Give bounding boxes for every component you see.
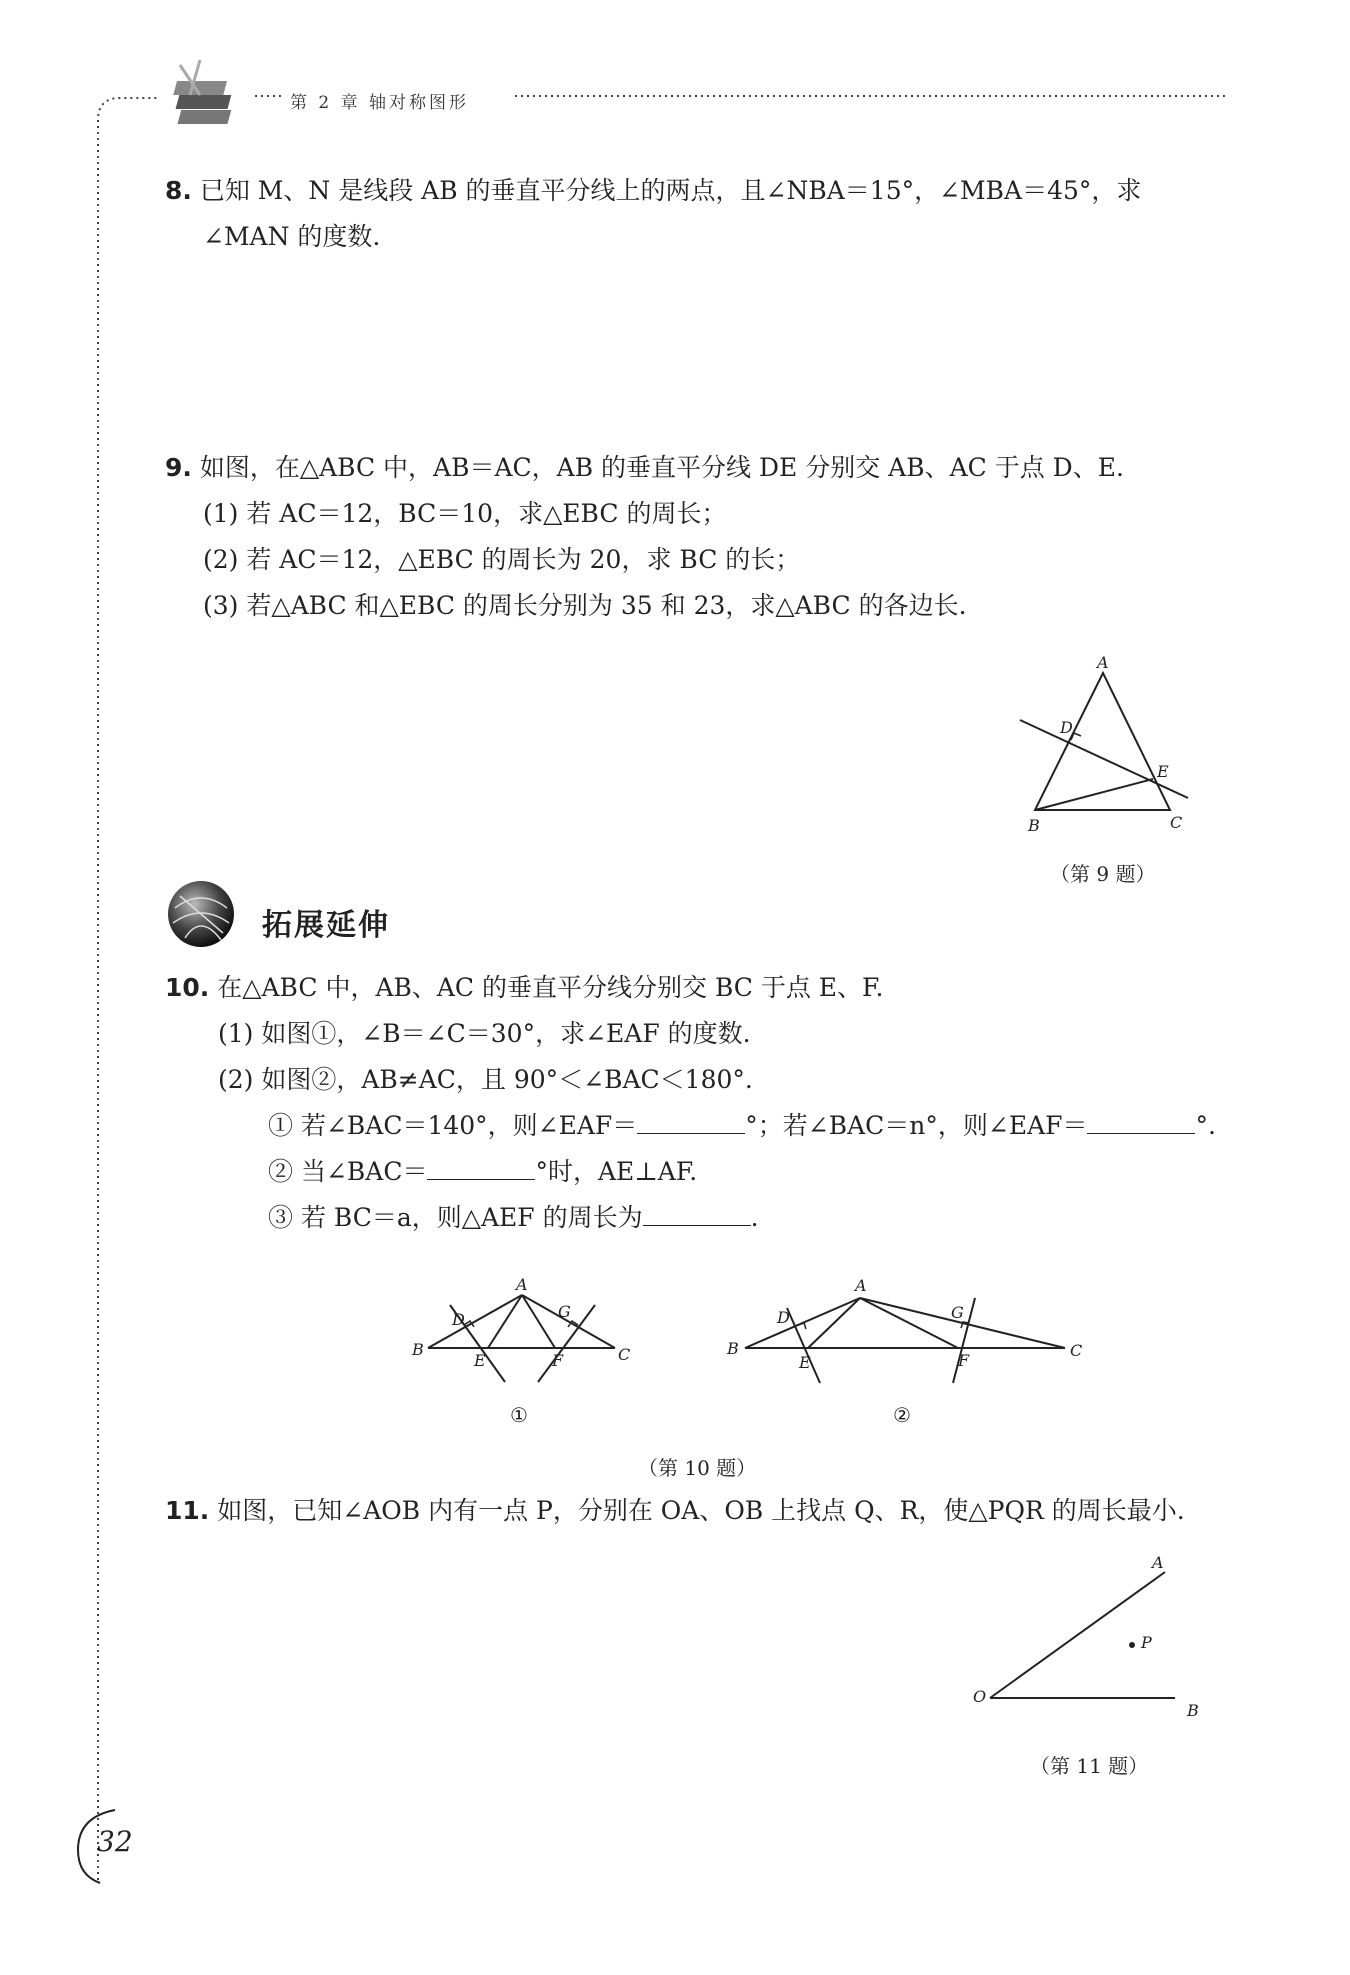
question-number: 9. (165, 453, 192, 482)
question-number: 8. (165, 176, 192, 205)
figure-11-caption: （第 11 题） (1030, 1754, 1149, 1778)
label-G: G (558, 1302, 571, 1321)
label-E: E (799, 1353, 811, 1372)
label-A: A (855, 1276, 867, 1295)
figure-9 (1010, 655, 1210, 845)
question-text: 如图，在△ABC 中，AB＝AC，AB 的垂直平分线 DE 分别交 AB、AC 于点 D、E. (199, 453, 1124, 482)
label-B: B (1028, 816, 1040, 835)
question-text: 已知 M、N 是线段 AB 的垂直平分线上的两点，且∠NBA＝15°，∠MBA＝45°，求 (199, 176, 1142, 205)
label-F: F (552, 1351, 564, 1370)
label-D: D (1060, 718, 1073, 737)
text: ① 若∠BAC＝140°，则∠EAF＝ (268, 1111, 638, 1140)
label-A: A (1152, 1553, 1164, 1572)
figure-9-caption: （第 9 题） (1050, 862, 1156, 886)
page-number: 32 (97, 1825, 133, 1858)
answer-blank[interactable] (1087, 1111, 1195, 1134)
label-D: D (777, 1308, 790, 1327)
figure-10-1 (400, 1270, 640, 1390)
label-A: A (1097, 653, 1109, 672)
label-B: B (727, 1339, 739, 1358)
question-8-line2: ∠MAN 的度数. (203, 222, 381, 251)
question-10-sub-3 (268, 1195, 759, 1241)
question-9-part-1: (1) 若 AC＝12，BC＝10，求△EBC 的周长； (203, 499, 727, 528)
answer-blank[interactable] (643, 1203, 751, 1226)
text: °. (1195, 1111, 1216, 1140)
question-10-part-1: (1) 如图①，∠B＝∠C＝30°，求∠EAF 的度数. (218, 1019, 751, 1048)
answer-blank[interactable] (637, 1111, 745, 1134)
label-F: F (958, 1351, 970, 1370)
answer-blank[interactable] (427, 1157, 535, 1180)
label-E: E (474, 1351, 486, 1370)
label-E: E (1157, 762, 1169, 781)
label-G: G (951, 1303, 964, 1322)
question-9-part-3: (3) 若△ABC 和△EBC 的周长分别为 35 和 23，求△ABC 的各边长. (203, 591, 967, 620)
figure-11 (965, 1550, 1199, 1720)
text: °时，AE⊥AF. (535, 1157, 698, 1186)
label-C: C (1170, 813, 1183, 832)
label-C: C (618, 1345, 631, 1364)
figure-10-1-label: ① (510, 1403, 528, 1427)
section-title: 拓展延伸 (262, 908, 390, 943)
label-B: B (1187, 1701, 1199, 1720)
figure-10-2-label: ② (893, 1403, 911, 1427)
label-C: C (1070, 1341, 1083, 1360)
text: ② 当∠BAC＝ (268, 1157, 428, 1186)
question-number: 10. (165, 973, 210, 1002)
question-number: 11. (165, 1496, 210, 1525)
book-icon (160, 55, 255, 135)
question-11 (165, 1488, 1185, 1534)
text: °；若∠BAC＝n°，则∠EAF＝ (745, 1111, 1088, 1140)
figure-10-2 (715, 1268, 1083, 1388)
question-text: 在△ABC 中，AB、AC 的垂直平分线分别交 BC 于点 E、F. (217, 973, 884, 1002)
text: ③ 若 BC＝a，则△AEF 的周长为 (268, 1203, 643, 1232)
label-D: D (452, 1310, 465, 1329)
figure-10-caption: （第 10 题） (638, 1456, 757, 1480)
question-9 (165, 445, 1124, 491)
label-B: B (412, 1340, 424, 1359)
question-8 (165, 168, 1141, 214)
label-A: A (516, 1275, 528, 1294)
label-P: P (1141, 1633, 1152, 1652)
question-9-part-2: (2) 若 AC＝12，△EBC 的周长为 20，求 BC 的长； (203, 545, 801, 574)
chapter-header: 第 2 章 轴对称图形 (290, 93, 470, 113)
question-10-part-2: (2) 如图②，AB≠AC，且 90°＜∠BAC＜180°. (218, 1065, 753, 1094)
question-10 (165, 965, 883, 1011)
text: . (750, 1203, 759, 1232)
label-O: O (973, 1687, 987, 1706)
question-text: 如图，已知∠AOB 内有一点 P，分别在 OA、OB 上找点 Q、R，使△PQR 的周长最小. (217, 1496, 1185, 1525)
globe-icon (165, 878, 237, 950)
question-10-sub-2 (268, 1149, 697, 1195)
question-10-sub-1 (268, 1103, 1216, 1149)
